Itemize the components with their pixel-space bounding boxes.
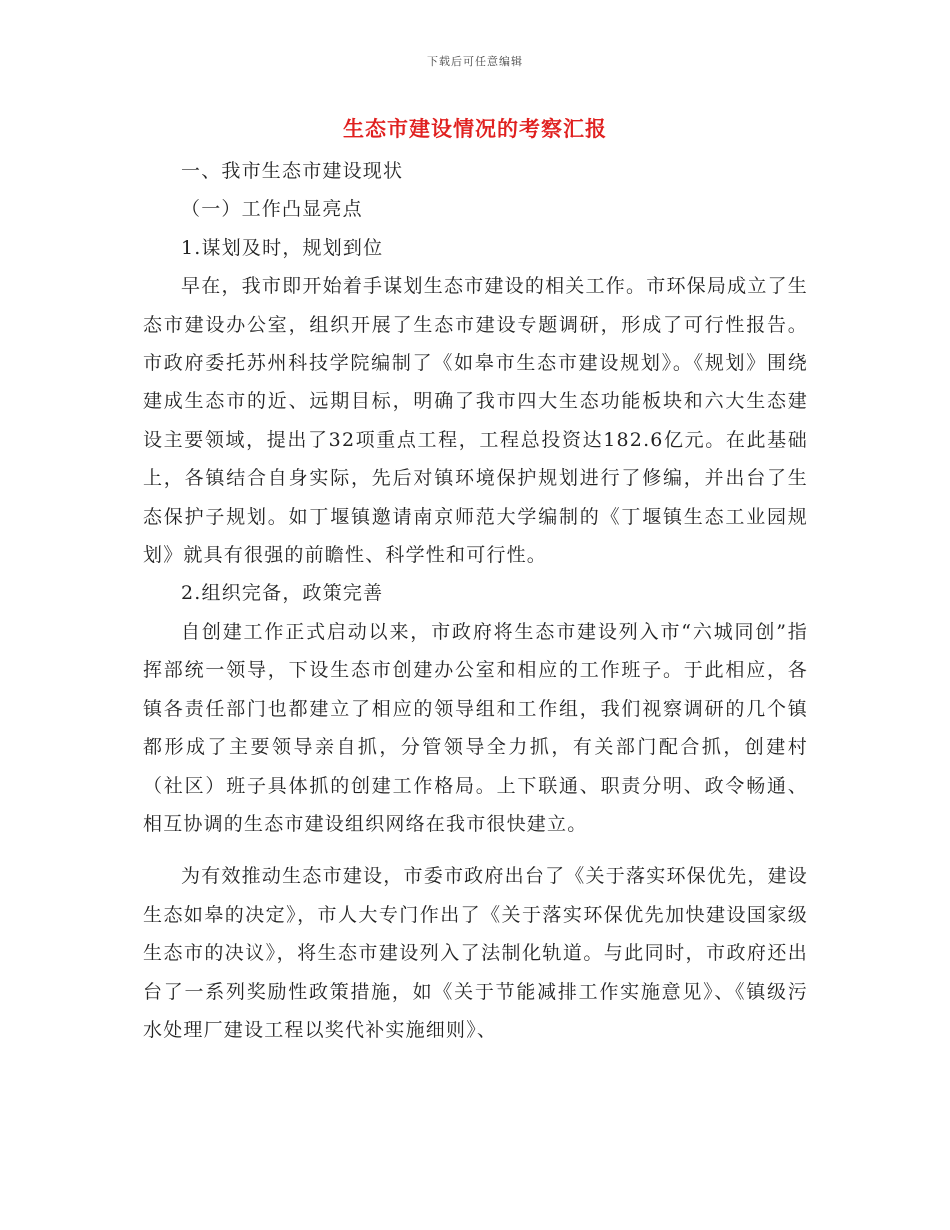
document-body xyxy=(143,152,808,1049)
subsection-heading: （一）工作凸显亮点 xyxy=(181,198,363,221)
header-note: 下载后可任意编辑 xyxy=(427,55,523,68)
section-heading: 一、我市生态市建设现状 xyxy=(181,160,404,182)
body-paragraph: 为有效推动生态市建设，市委市政府出台了《关于落实环保优先，建设生态如皋的决定》，市人大专门作出了《关于落实环保优先加快建设国家级生态市的决议》，将生态市建设列入了法制化轨道。与此同时，市政府还出台了一系列奖励性政策措施，如《关于节能减排工作实施意见》、《镇级污水处理厂建设工程以奖代补实施细则》、 xyxy=(143,865,808,1041)
body-paragraph: 早在，我市即开始着手谋划生态市建设的相关工作。市环保局成立了生态市建设办公室，组织开展了生态市建设专题调研，形成了可行性报告。市政府委托苏州科技学院编制了《如皋市生态市建设规划》。《规划》围绕建成生态市的近、远期目标，明确了我市四大生态功能板块和六大生态建设主要领域，提出了32项重点工程，工程总投资达182.6亿元。在此基础上，各镇结合自身实际，先后对镇环境保护规划进行了修编，并出台了生态保护子规划。如丁堰镇邀请南京师范大学编制的《丁堰镇生态工业园规划》就具有很强的前瞻性、科学性和可行性。 xyxy=(143,275,808,567)
item-heading: 2.组织完备，政策完善 xyxy=(181,582,384,605)
body-paragraph: 自创建工作正式启动以来，市政府将生态市建设列入市“六城同创”指挥部统一领导，下设生态市创建办公室和相应的工作班子。于此相应，各镇各责任部门也都建立了相应的领导组和工作组，我们视察调研的几个镇都形成了主要领导亲自抓，分管领导全力抓，有关部门配合抓，创建村（社区）班子具体抓的创建工作格局。上下联通、职责分明、政令畅通、相互协调的生态市建设组织网络在我市很快建立。 xyxy=(143,620,808,835)
document-title: 生态市建设情况的考察汇报 xyxy=(343,116,607,141)
item-heading: 1.谋划及时，规划到位 xyxy=(181,236,384,259)
